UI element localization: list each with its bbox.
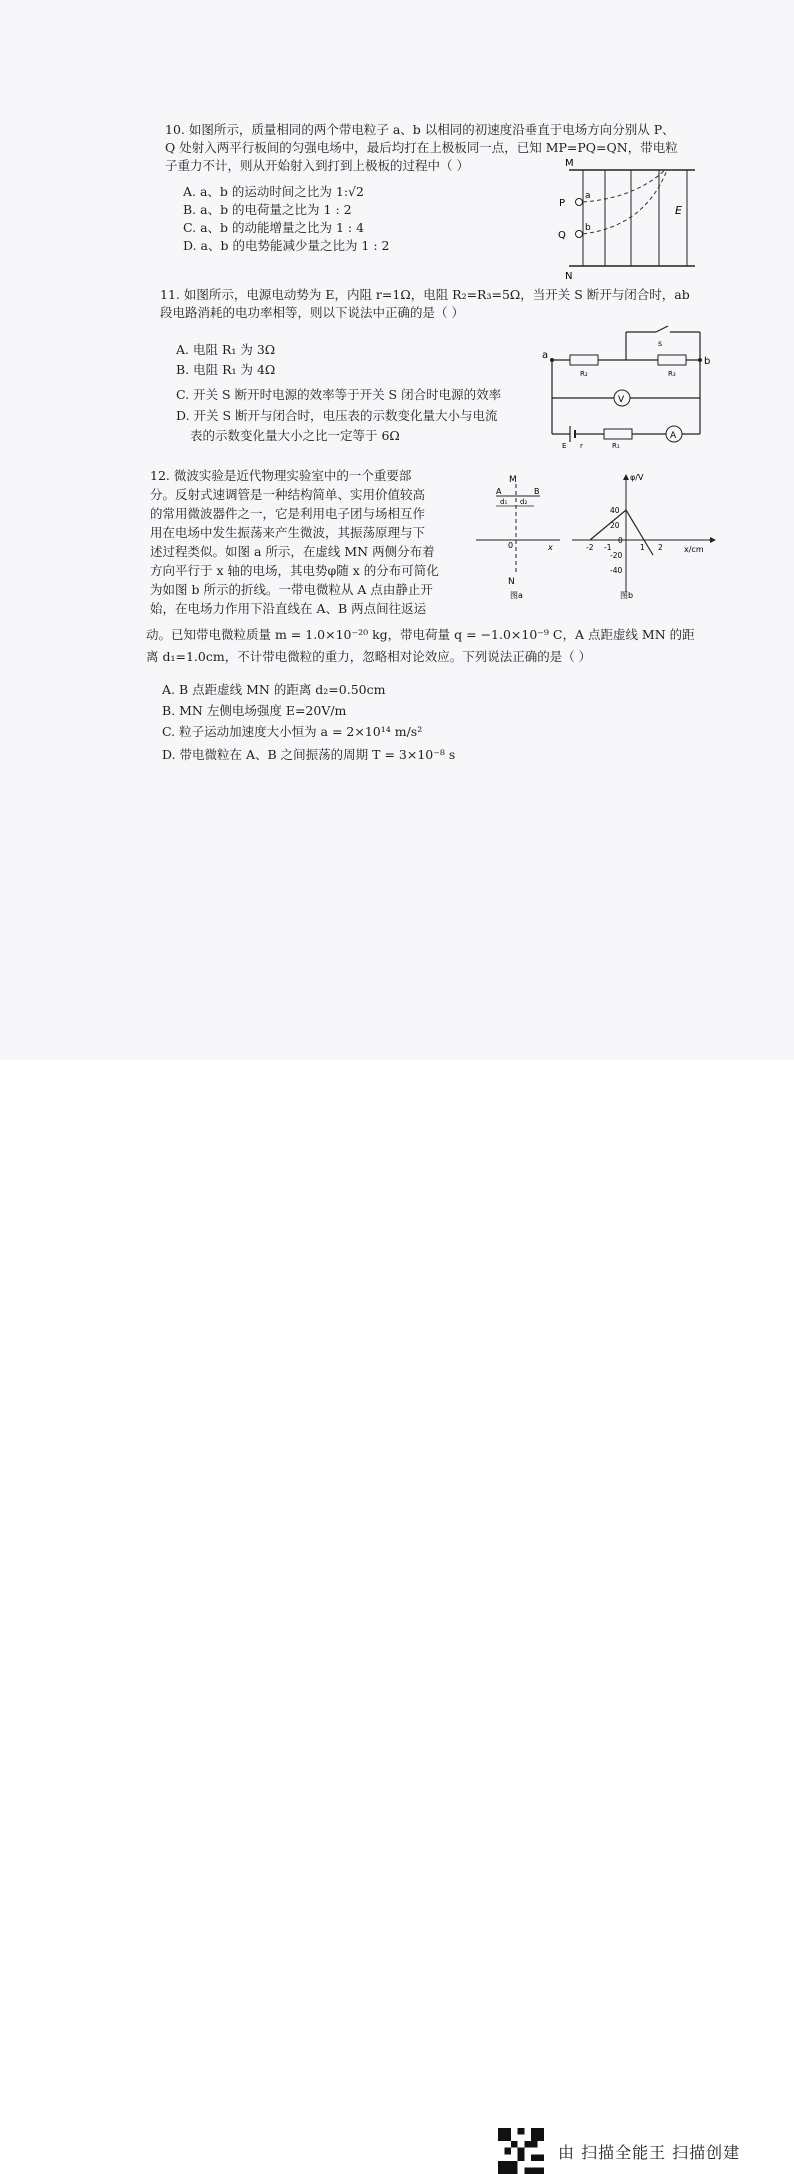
q12b-caption: 图b [620, 591, 634, 600]
q11-label-r1: R₁ [612, 442, 620, 450]
q12b-ytick-label: 40 [610, 506, 620, 515]
q12a-label-n: N [508, 577, 515, 587]
q11-option-a: A. 电阻 R₁ 为 3Ω [176, 342, 276, 357]
q12-stem-line4: 用在电场中发生振荡来产生微波，其振荡原理与下 [150, 525, 426, 540]
q12-stem-line5: 述过程类似。如图 a 所示，在虚线 MN 两侧分布着 [150, 544, 435, 559]
q10-option-a: A. a、b 的运动时间之比为 1:√2 [183, 184, 364, 199]
q11-label-e: E [562, 442, 567, 450]
q10-label-m: M [565, 158, 574, 169]
q12-figure-a [476, 470, 572, 606]
q12b-xtick-label: 2 [658, 543, 663, 552]
q12-option-a: A. B 点距虚线 MN 的距离 d₂=0.50cm [162, 682, 386, 697]
q12-stem-line2: 分。反射式速调管是一种结构简单、实用价值较高 [150, 487, 426, 502]
q11-option-d: D. 开关 S 断开与闭合时，电压表的示数变化量大小与电流 [176, 408, 498, 423]
q10-label-a: a [585, 191, 591, 201]
q12b-ytick-label: 0 [618, 536, 623, 545]
q11-label-s: s [658, 339, 663, 348]
q10-label-n: N [565, 271, 573, 280]
q12a-label-d2: d₂ [520, 498, 528, 506]
q12-stem-line9: 动。已知带电微粒质量 m = 1.0×10⁻²⁰ kg，带电荷量 q = −1.0×10⁻⁹ C，A 点距虚线 MN 的距 [146, 627, 695, 642]
q11-stem-line1: 11. 如图所示，电源电动势为 E，内阻 r=1Ω，电阻 R₂=R₃=5Ω，当开关 S 断开与闭合时，ab [160, 287, 690, 302]
q11-label-a: a [542, 350, 549, 361]
q11-option-d-cont: 表的示数变化量大小之比一定等于 6Ω [190, 428, 400, 443]
q12b-ylabel: φ/V [630, 473, 644, 482]
footer-text: 由 扫描全能王 扫描创建 [558, 2143, 741, 2162]
q11-stem-line2: 段电路消耗的电功率相等，则以下说法中正确的是（ ） [160, 305, 464, 320]
q11-label-v: V [618, 395, 625, 405]
q11-label-r3: R₃ [668, 370, 676, 378]
q12a-caption: 图a [510, 591, 523, 600]
q12-figure-b [572, 470, 722, 606]
q12-stem-line10: 离 d₁=1.0cm，不计带电微粒的重力，忽略相对论效应。下列说法正确的是（ ） [146, 649, 592, 664]
q12-stem-line8: 始，在电场力作用下沿直线在 A、B 两点间往返运 [150, 601, 427, 616]
scanned-page [0, 0, 794, 1060]
scanner-footer [0, 1060, 794, 2162]
q12b-ytick-label: -20 [610, 551, 623, 560]
q12-stem-line1: 12. 微波实验是近代物理实验室中的一个重要部 [150, 468, 412, 483]
q10-stem-line1: 10. 如图所示，质量相同的两个带电粒子 a、b 以相同的初速度沿垂直于电场方向分别从 P、 [165, 122, 675, 137]
q10-label-e: E [675, 204, 682, 217]
q12b-xtick-label: 1 [640, 543, 645, 552]
q12a-label-a: A [496, 487, 502, 496]
q10-option-c: C. a、b 的动能增量之比为 1 : 4 [183, 220, 365, 235]
q11-label-r2: R₂ [580, 370, 588, 378]
q11-option-c: C. 开关 S 断开时电源的效率等于开关 S 闭合时电源的效率 [176, 387, 502, 402]
q12b-ytick-label: 20 [610, 521, 620, 530]
q10-label-q: Q [558, 230, 566, 241]
q12-option-b: B. MN 左侧电场强度 E=20V/m [162, 703, 347, 718]
q10-stem-line2: Q 处射入两平行板间的匀强电场中，最后均打在上极板同一点，已知 MP=PQ=QN，带电粒 [165, 140, 678, 155]
qr-code-icon [498, 2128, 544, 2174]
q10-figure [555, 158, 705, 280]
q10-label-p: P [559, 198, 566, 209]
q10-label-b: b [585, 223, 591, 233]
q12-stem-line6: 方向平行于 x 轴的电场，其电势φ随 x 的分布可简化 [150, 563, 439, 578]
q12-stem-line7: 为如图 b 所示的折线。一带电微粒从 A 点由静止开 [150, 582, 433, 597]
q11-label-b: b [704, 356, 711, 367]
q12a-label-d1: d₁ [500, 498, 508, 506]
q10-stem-line3: 子重力不计，则从开始射入到打到上极板的过程中（ ） [165, 158, 469, 173]
q11-option-b: B. 电阻 R₁ 为 4Ω [176, 362, 276, 377]
q12a-label-origin: 0 [508, 541, 514, 550]
q11-circuit [540, 322, 720, 450]
q12-option-d: D. 带电微粒在 A、B 之间振荡的周期 T = 3×10⁻⁸ s [162, 747, 456, 762]
q12b-ytick-label: -40 [610, 566, 623, 575]
q10-option-b: B. a、b 的电荷量之比为 1 : 2 [183, 202, 352, 217]
q11-label-r: r [580, 442, 583, 450]
q12b-xlabel: x/cm [684, 545, 704, 554]
q12a-label-x: x [548, 543, 553, 552]
q12-stem-line3: 的常用微波器件之一，它是利用电子团与场相互作 [150, 506, 426, 521]
q11-label-a-meter: A [670, 431, 677, 441]
q12b-xtick-label: -2 [586, 543, 594, 552]
q12-option-c: C. 粒子运动加速度大小恒为 a = 2×10¹⁴ m/s² [162, 724, 423, 739]
q12a-label-b: B [534, 487, 540, 496]
q12b-xtick-label: -1 [604, 543, 612, 552]
q12a-label-m: M [509, 475, 517, 485]
q10-option-d: D. a、b 的电势能减少量之比为 1 : 2 [183, 238, 390, 253]
